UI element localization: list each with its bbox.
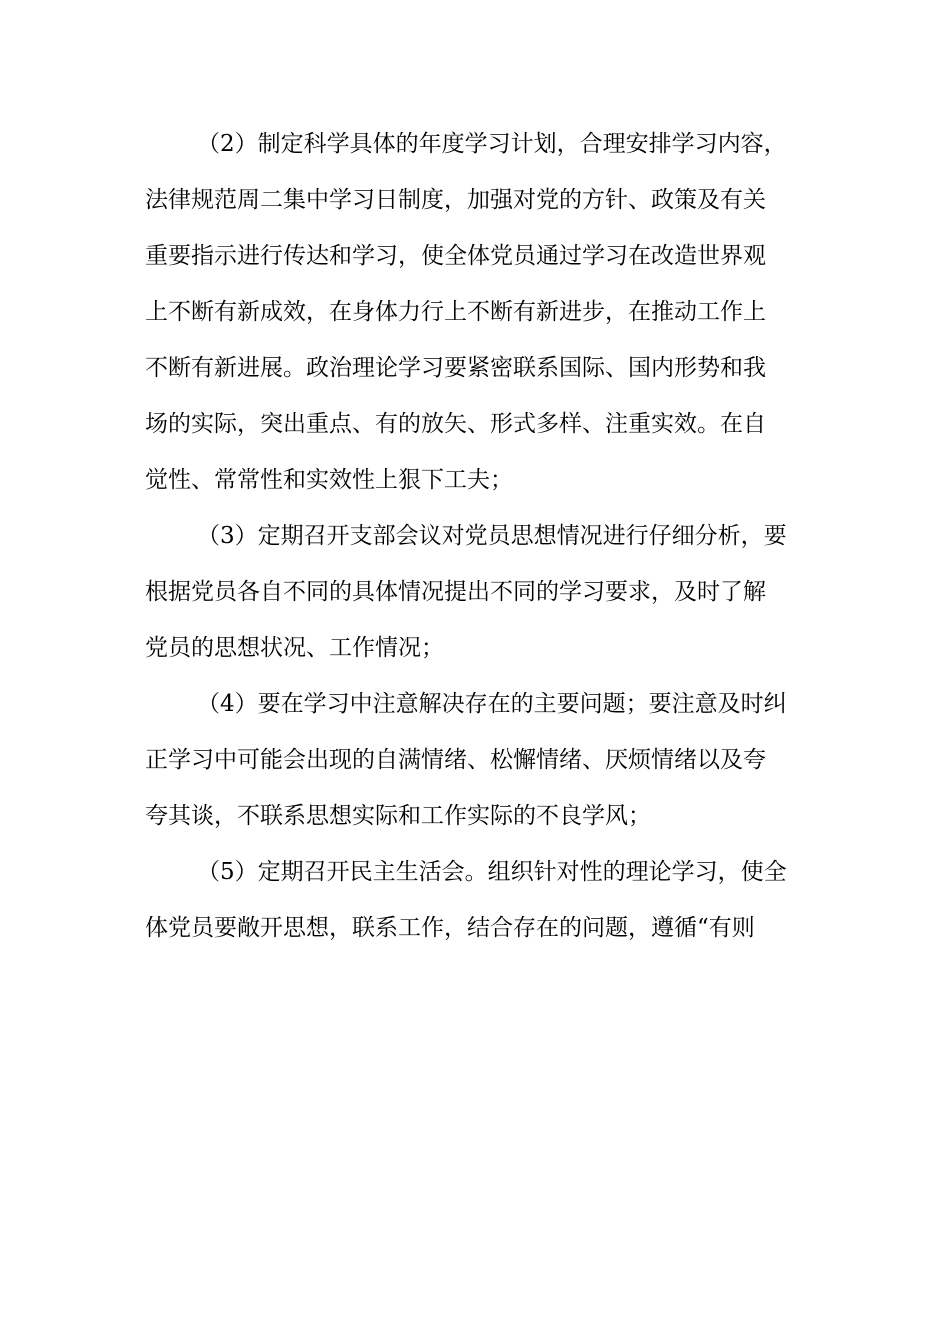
paragraph-2-line-7: 觉性、常常性和实效性上狠下工夫； <box>145 467 513 493</box>
paragraph-3-line-1: （3）定期召开支部会议对党员思想情况进行仔细分析，要 <box>197 523 787 549</box>
paragraph-2-line-6: 场的实际，突出重点、有的放矢、形式多样、注重实效。在自 <box>145 411 766 437</box>
paragraph-5-line-2: 体党员要敞开思想，联系工作，结合存在的问题，遵循“有则 <box>145 915 755 941</box>
document-body <box>145 128 810 968</box>
paragraph-5-line-1: （5）定期召开民主生活会。组织针对性的理论学习，使全 <box>197 859 787 885</box>
paragraph-2-line-4: 上不断有新成效，在身体力行上不断有新进步，在推动工作上 <box>145 299 766 325</box>
paragraph-2-line-3: 重要指示进行传达和学习，使全体党员通过学习在改造世界观 <box>145 243 766 269</box>
paragraph-4-line-3: 夸其谈，不联系思想实际和工作实际的不良学风； <box>145 803 651 829</box>
paragraph-3-line-3: 党员的思想状况、工作情况； <box>145 635 444 661</box>
paragraph-2-line-1: （2）制定科学具体的年度学习计划，合理安排学习内容， <box>197 131 787 157</box>
paragraph-4-line-1: （4）要在学习中注意解决存在的主要问题；要注意及时纠 <box>197 691 787 717</box>
paragraph-4-line-2: 正学习中可能会出现的自满情绪、松懈情绪、厌烦情绪以及夸 <box>145 747 766 773</box>
paragraph-2-line-2: 法律规范周二集中学习日制度，加强对党的方针、政策及有关 <box>145 187 766 213</box>
paragraph-2-line-5: 不断有新进展。政治理论学习要紧密联系国际、国内形势和我 <box>145 355 766 381</box>
paragraph-3-line-2: 根据党员各自不同的具体情况提出不同的学习要求，及时了解 <box>145 579 766 605</box>
